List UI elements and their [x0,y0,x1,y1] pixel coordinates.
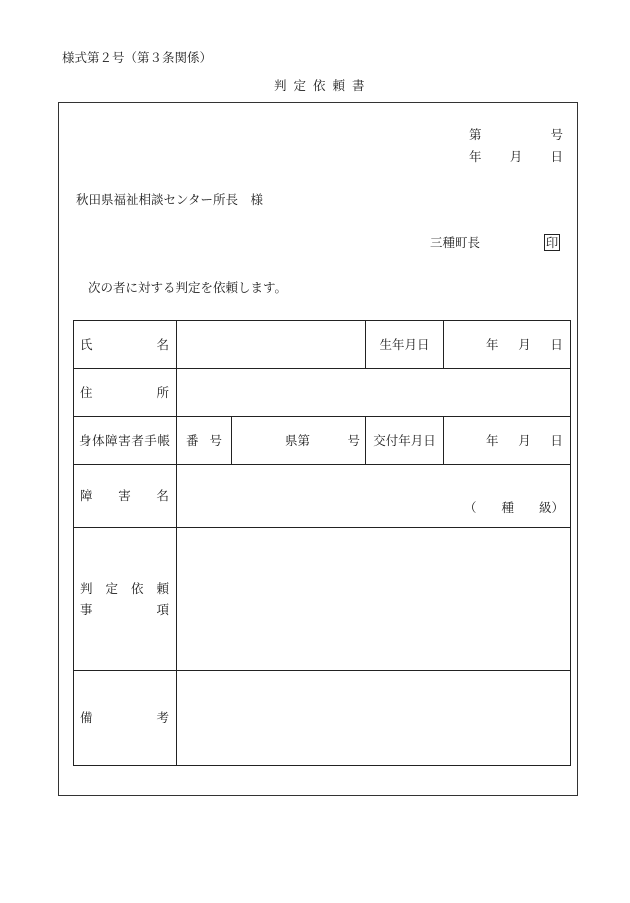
issue-label: 交付年月日 [373,432,436,448]
number-label-cell [176,416,232,465]
birth-date-value: 年 月 日 [486,336,563,352]
document-number: 第 号 [469,127,563,142]
remarks-label-cell [73,670,177,766]
handbook-label-cell [73,416,177,465]
issue-label-cell [365,416,444,465]
seal-mark: 印 [545,235,559,250]
birth-label: 生年月日 [379,336,430,352]
request-items-label-line2: 事 項 [80,602,169,617]
issue-value-cell [443,416,571,465]
number-value: 県第 号 [284,432,360,448]
address-value-cell [176,368,571,417]
address-label: 住 所 [80,384,169,400]
disability-label-cell [73,464,177,528]
addressee: 秋田県福祉相談センター所長 様 [76,192,264,207]
issue-date-value: 年 月 日 [486,432,563,448]
form-number-label: 様式第２号（第３条関係） [62,50,213,65]
name-value-cell [176,320,366,369]
grade-value: （ 種 級） [463,500,564,515]
disability-value-cell [176,464,571,528]
request-items-label-line1: 判 定 依 頼 [80,581,169,596]
name-label: 氏 名 [80,336,169,352]
request-items-value-cell [176,527,571,671]
page-title: 判 定 依 頼 書 [274,78,366,93]
handbook-label: 身 体 障 害 者 手 帳 [79,432,170,448]
request-statement: 次の者に対する判定を依頼します。 [88,280,288,295]
document-date: 年 月 日 [469,149,563,164]
disability-label: 障 害 名 [80,488,169,503]
name-label-cell [73,320,177,369]
address-label-cell [73,368,177,417]
birth-label-cell [365,320,444,369]
birth-value-cell [443,320,571,369]
request-items-label-cell [73,527,177,671]
request-table [73,320,571,766]
number-value-cell [231,416,366,465]
remarks-value-cell [176,670,571,766]
number-label: 番 号 [186,432,222,448]
sender: 三種町長 [430,235,481,250]
remarks-label: 備 考 [80,710,169,725]
